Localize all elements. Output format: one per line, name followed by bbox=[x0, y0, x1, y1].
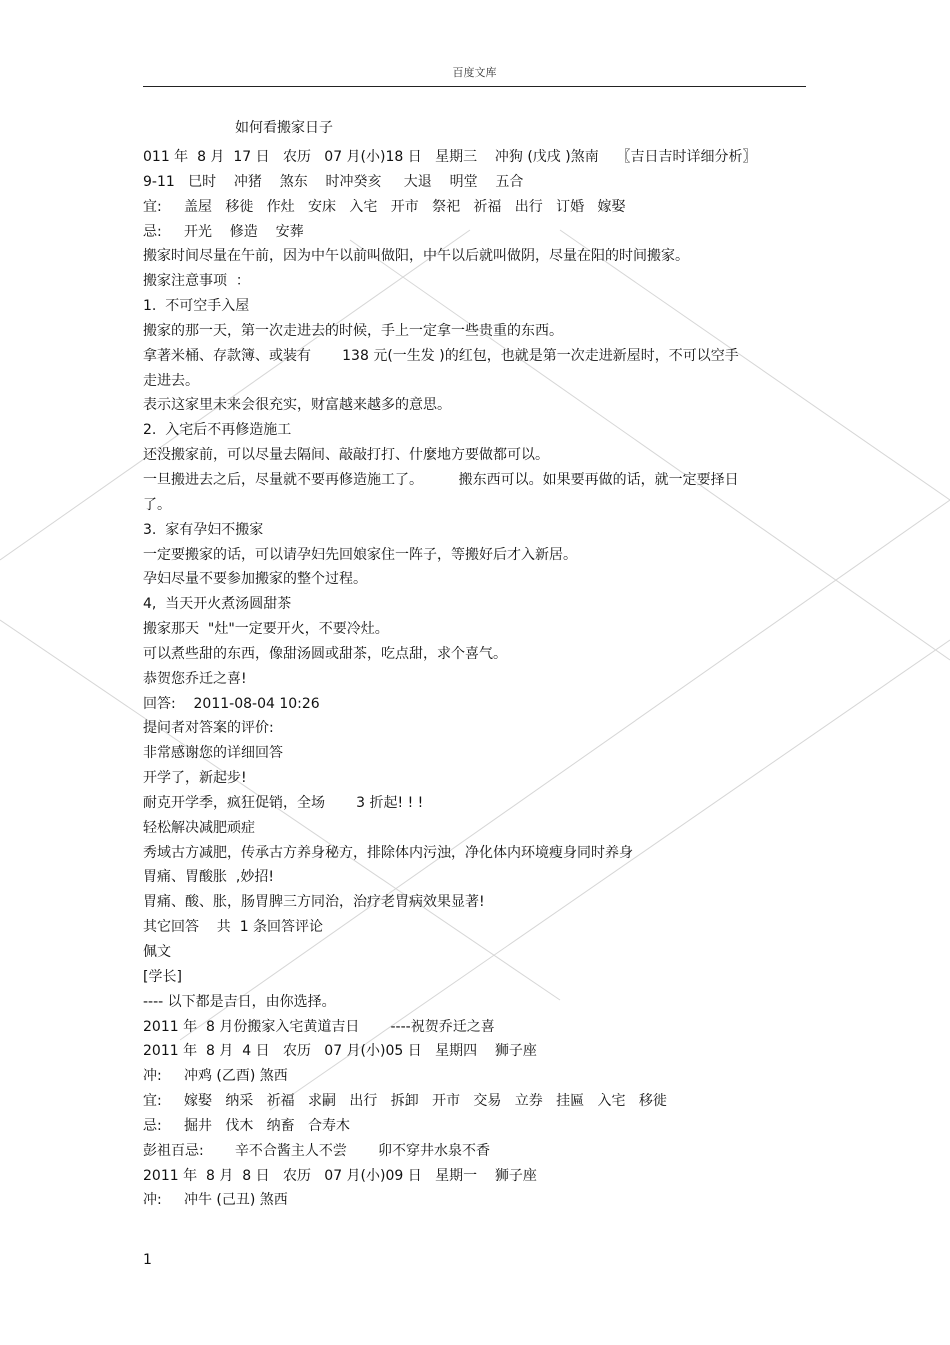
body-line: 4, 当天开火煮汤圆甜茶 bbox=[143, 596, 292, 613]
body-line: 2. 入宅后不再修造施工 bbox=[143, 422, 292, 439]
body-line: 宜: 嫁娶 纳采 祈福 求嗣 出行 拆卸 开市 交易 立券 挂匾 入宅 移徙 bbox=[143, 1093, 667, 1110]
body-line: 轻松解决减肥顽症 bbox=[143, 819, 255, 836]
body-line: 搬家那天 "灶"一定要开火，不要冷灶。 bbox=[143, 621, 389, 638]
body-line: 忌: 开光 修造 安葬 bbox=[143, 223, 304, 240]
body-line: 胃痛、胃酸胀 ,妙招! bbox=[143, 869, 274, 886]
body-line: 其它回答 共 1 条回答评论 bbox=[143, 919, 324, 936]
body-line: 还没搬家前，可以尽量去隔间、敲敲打打、什麼地方要做都可以。 bbox=[143, 447, 549, 464]
body-line: 搬家时间尽量在午前，因为中午以前叫做阳，中午以后就叫做阴，尽量在阳的时间搬家。 bbox=[143, 248, 689, 265]
body-line: 搬家注意事项 ： bbox=[143, 273, 250, 290]
body-line: 搬家的那一天，第一次走进去的时候，手上一定拿一些贵重的东西。 bbox=[143, 322, 563, 339]
body-line: 忌: 掘井 伐木 纳畜 合寿木 bbox=[143, 1117, 351, 1134]
body-line: 开学了，新起步! bbox=[143, 770, 247, 787]
body-line: 2011 年 8 月 8 日 农历 07 月(小)09 日 星期一 狮子座 bbox=[143, 1167, 537, 1184]
page-number: 1 bbox=[143, 1252, 152, 1268]
body-line: 9-11 巳时 冲猪 煞东 时冲癸亥 大退 明堂 五合 bbox=[143, 173, 524, 190]
body-line: 宜: 盖屋 移徙 作灶 安床 入宅 开市 祭祀 祈福 出行 订婚 嫁娶 bbox=[143, 198, 626, 215]
body-line: 一定要搬家的话，可以请孕妇先回娘家住一阵子，等搬好后才入新居。 bbox=[143, 546, 577, 563]
body-line: 佩文 bbox=[143, 944, 171, 960]
body-line: 2011 年 8 月份搬家入宅黄道吉日 ----祝贺乔迁之喜 bbox=[143, 1018, 495, 1035]
body-line: 胃痛、酸、胀，肠胃脾三方同治，治疗老胃病效果显著! bbox=[143, 894, 485, 911]
body-line: 表示这家里未来会很充实，财富越来越多的意思。 bbox=[143, 397, 451, 414]
body-line: 1. 不可空手入屋 bbox=[143, 298, 250, 315]
body-line: 秀域古方减肥，传承古方养身秘方，排除体内污浊，净化体内环境瘦身同时养身 bbox=[143, 844, 633, 861]
body-line: 孕妇尽量不要参加搬家的整个过程。 bbox=[143, 571, 367, 588]
body-line: [学长] bbox=[143, 968, 182, 985]
body-line: 011 年 8 月 17 日 农历 07 月(小)18 日 星期三 冲狗 (戊戌 )煞南 〖吉日吉时详细分析〗 bbox=[143, 149, 757, 165]
body-line: 提问者对答案的评价: bbox=[143, 720, 274, 737]
body-line: 走进去。 bbox=[143, 372, 199, 389]
body-line: 可以煮些甜的东西，像甜汤圆或甜茶，吃点甜，求个喜气。 bbox=[143, 645, 507, 662]
body-line: 耐克开学季，疯狂促销，全场 3 折起! ! ! bbox=[143, 794, 424, 811]
body-line: 3. 家有孕妇不搬家 bbox=[143, 521, 264, 538]
page-header: 百度文库 bbox=[452, 66, 497, 79]
body-line: 冲: 冲牛 (己丑) 煞西 bbox=[143, 1192, 288, 1209]
header-divider bbox=[143, 86, 806, 87]
body-line: 恭贺您乔迁之喜! bbox=[143, 670, 247, 687]
body-line: 2011 年 8 月 4 日 农历 07 月(小)05 日 星期四 狮子座 bbox=[143, 1043, 537, 1060]
document-title: 如何看搬家日子 bbox=[235, 120, 333, 136]
body-line: 非常感谢您的详细回答 bbox=[143, 745, 283, 762]
body-line: 了。 bbox=[143, 496, 171, 513]
body-line: 一旦搬进去之后，尽量就不要再修造施工了。 搬东西可以。如果要再做的话，就一定要择日 bbox=[143, 471, 739, 488]
body-line: 拿著米桶、存款簿、或装有 138 元(一生发 )的红包，也就是第一次走进新屋时，不可以空手 bbox=[143, 347, 739, 364]
body-line: 彭祖百忌: 辛不合酱主人不尝 卯不穿井水泉不香 bbox=[143, 1142, 491, 1159]
document-body bbox=[143, 145, 783, 1213]
body-line: ---- 以下都是吉日，由你选择。 bbox=[143, 993, 336, 1010]
body-line: 冲: 冲鸡 (乙酉) 煞西 bbox=[143, 1068, 288, 1085]
body-line: 回答: 2011-08-04 10:26 bbox=[143, 695, 320, 712]
